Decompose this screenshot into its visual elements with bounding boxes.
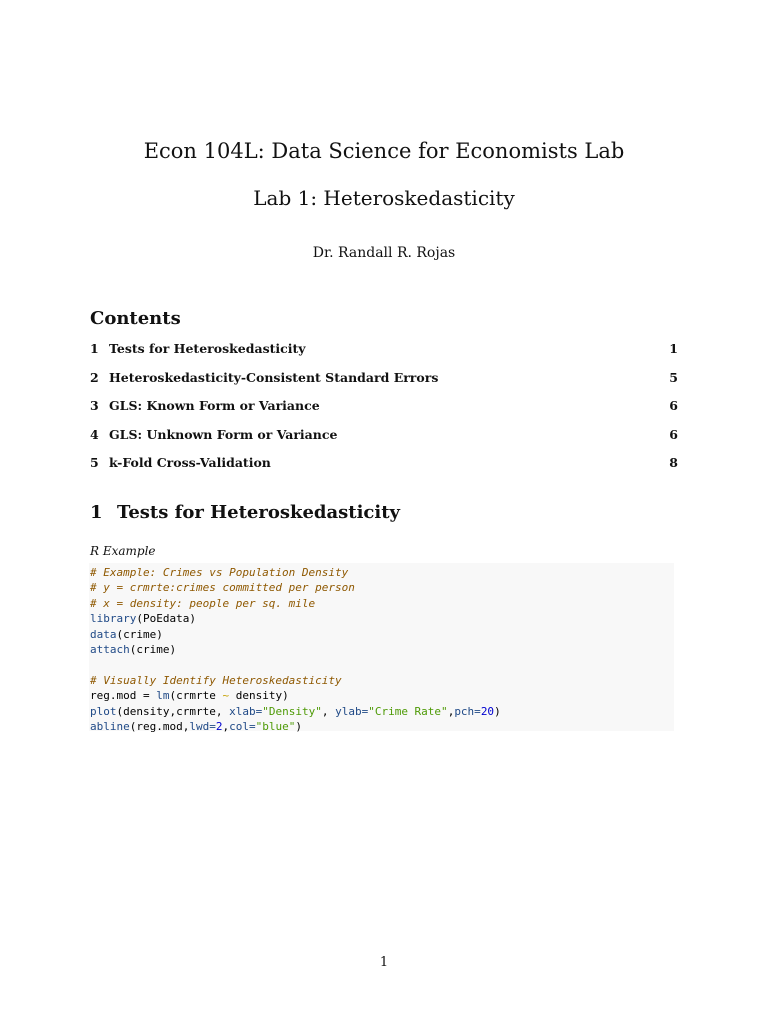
code-blank-line: [90, 657, 674, 672]
toc-entry-page[interactable]: 6: [669, 426, 678, 442]
code-function: abline: [90, 719, 130, 733]
code-text: ): [494, 704, 501, 718]
code-text: (density,crmrte,: [116, 704, 230, 718]
author: Dr. Randall R. Rojas: [312, 245, 456, 261]
toc-entry-number: 3: [90, 398, 99, 413]
table-of-contents: [90, 340, 680, 483]
code-line: [90, 673, 674, 688]
code-text: ,: [447, 704, 455, 718]
code-line: [90, 704, 674, 719]
code-argument: ylab=: [335, 704, 369, 718]
code-line: [90, 611, 674, 626]
toc-entry-title[interactable]: Heteroskedasticity-Consistent Standard Errors: [109, 369, 439, 385]
toc-entry[interactable]: [90, 454, 680, 483]
code-line: [90, 627, 674, 642]
code-comment: # Visually Identify Heteroskedasticity: [90, 673, 342, 687]
page-number: 1: [379, 955, 389, 970]
toc-entry-number: 2: [90, 369, 99, 385]
code-argument: xlab=: [229, 704, 263, 718]
toc-entry-title[interactable]: k-Fold Cross-Validation: [109, 455, 271, 470]
code-comment: # y = crmrte:crimes committed per person: [90, 581, 355, 595]
section-heading: [90, 502, 400, 523]
example-label: R Example: [90, 544, 156, 558]
section-number: 1: [90, 502, 103, 523]
toc-entry[interactable]: [90, 369, 680, 398]
toc-entry-page[interactable]: 6: [669, 398, 678, 413]
toc-entry-title[interactable]: Tests for Heteroskedasticity: [109, 341, 306, 356]
toc-entry-page[interactable]: 5: [669, 369, 678, 385]
code-function: attach: [90, 642, 130, 656]
code-text: ,: [222, 719, 230, 733]
code-string: "Density": [262, 704, 322, 718]
code-function: lm: [156, 689, 170, 703]
code-text: (crmrte: [169, 689, 223, 703]
code-argument: lwd=: [189, 719, 216, 733]
code-text: (reg.mod,: [129, 719, 190, 733]
code-string: "Crime Rate": [368, 704, 448, 718]
code-text: reg.mod =: [90, 689, 157, 703]
code-text: ): [295, 719, 302, 733]
code-line: [90, 642, 674, 657]
code-string: "blue": [255, 719, 296, 733]
code-line: [90, 565, 674, 580]
code-text: (PoEdata): [136, 612, 196, 626]
toc-entry[interactable]: [90, 426, 680, 455]
code-line: [90, 580, 674, 595]
code-argument: col=: [229, 719, 256, 733]
code-text: ,: [321, 704, 336, 718]
code-operator: ~: [222, 689, 230, 703]
toc-entry-page[interactable]: 1: [669, 341, 678, 356]
code-block: [89, 563, 674, 731]
toc-entry-title[interactable]: GLS: Known Form or Variance: [109, 398, 320, 413]
toc-entry-page[interactable]: 8: [669, 455, 678, 470]
document-title: Econ 104L: Data Science for Economists Lab: [143, 139, 625, 163]
code-number: 20: [480, 704, 495, 718]
code-comment: # Example: Crimes vs Population Density: [90, 566, 349, 579]
code-line: [90, 688, 674, 703]
toc-entry-title[interactable]: GLS: Unknown Form or Variance: [109, 426, 338, 442]
toc-entry-number: 5: [90, 455, 99, 470]
toc-entry[interactable]: [90, 397, 680, 426]
code-number: 2: [215, 719, 223, 733]
code-function: library: [90, 612, 137, 626]
code-function: data: [90, 627, 117, 641]
contents-heading: Contents: [90, 308, 181, 329]
code-line: [90, 719, 674, 734]
section-title: Tests for Heteroskedasticity: [117, 502, 401, 523]
code-function: plot: [90, 704, 117, 718]
code-text: density): [229, 689, 289, 703]
code-argument: pch=: [454, 704, 481, 718]
code-comment: # x = density: people per sq. mile: [90, 596, 316, 610]
toc-entry-number: 1: [90, 341, 99, 356]
document-subtitle: Lab 1: Heteroskedasticity: [253, 186, 515, 210]
toc-entry[interactable]: [90, 340, 680, 369]
code-text: (crime): [116, 627, 163, 641]
code-text: (crime): [129, 642, 177, 656]
code-line: [90, 596, 674, 611]
toc-entry-number: 4: [90, 426, 99, 442]
